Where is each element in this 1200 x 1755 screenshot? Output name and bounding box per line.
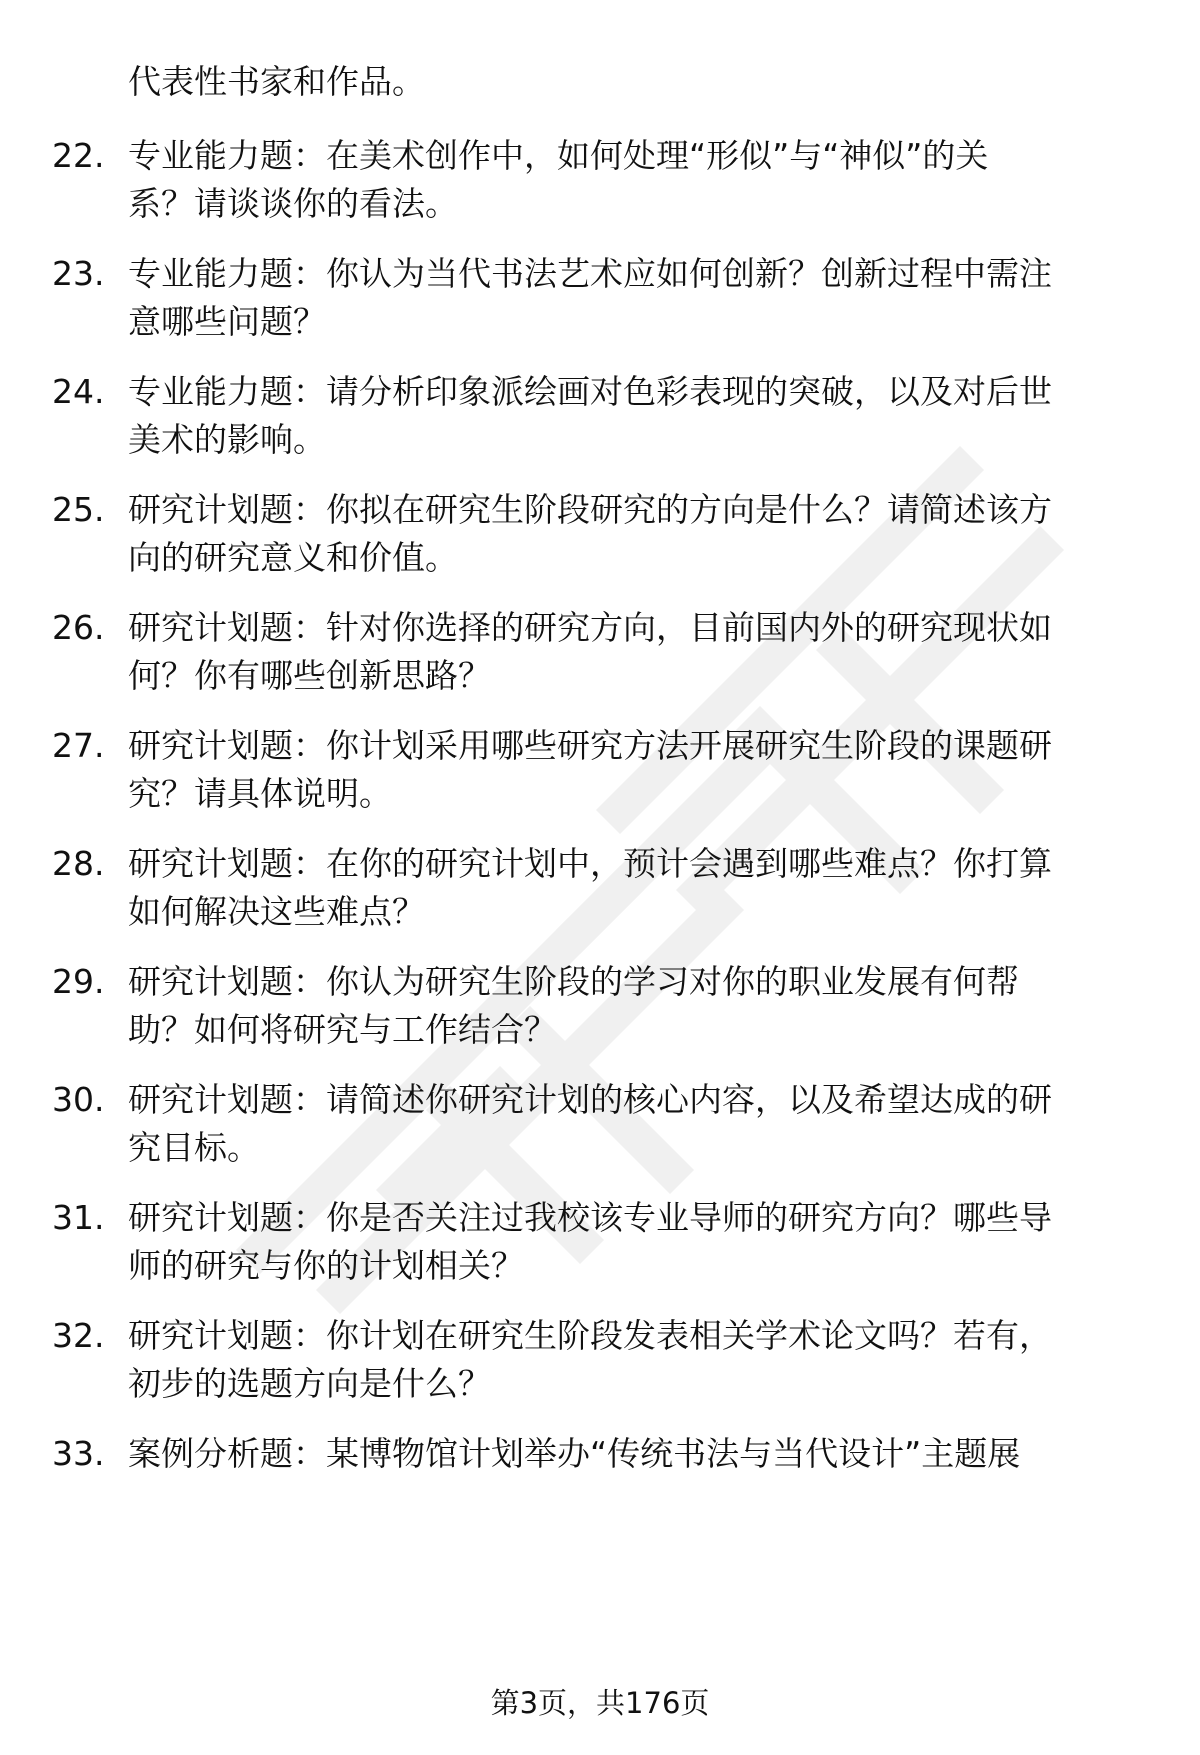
- item-number: 23.: [52, 254, 105, 293]
- item-line: 何？你有哪些创新思路？: [128, 656, 491, 695]
- item-text: [128, 604, 1138, 700]
- item-number: 29.: [52, 962, 105, 1001]
- item-line: 美术的影响。: [128, 420, 326, 459]
- item-number: 32.: [52, 1316, 105, 1355]
- item-number: 22.: [52, 136, 105, 175]
- item-text: [128, 722, 1138, 818]
- item-line: 案例分析题：某博物馆计划举办“传统书法与当代设计”主题展: [128, 1434, 1021, 1473]
- item-number: 30.: [52, 1080, 105, 1119]
- list-item: [0, 1194, 1200, 1304]
- list-item: [0, 368, 1200, 478]
- item-line: 究目标。: [128, 1128, 260, 1167]
- item-text: [128, 1076, 1138, 1172]
- item-number: 31.: [52, 1198, 105, 1237]
- item-text: [128, 840, 1138, 936]
- item-line: 专业能力题：在美术创作中，如何处理“形似”与“神似”的关: [128, 136, 989, 175]
- item-text: [128, 958, 1138, 1054]
- item-number: 25.: [52, 490, 105, 529]
- item-line: 研究计划题：请简述你研究计划的核心内容，以及希望达成的研: [128, 1080, 1052, 1119]
- item-line: 究？请具体说明。: [128, 774, 392, 813]
- list-item: [0, 840, 1200, 950]
- item-line: 初步的选题方向是什么？: [128, 1364, 491, 1403]
- list-item: [0, 1430, 1200, 1540]
- list-item: [0, 250, 1200, 360]
- list-item: [0, 958, 1200, 1068]
- list-item: [0, 132, 1200, 242]
- item-text: [128, 486, 1138, 582]
- item-text: [128, 1194, 1138, 1290]
- item-line: 如何解决这些难点？: [128, 892, 425, 931]
- item-line: 专业能力题：你认为当代书法艺术应如何创新？创新过程中需注: [128, 254, 1052, 293]
- item-number: 26.: [52, 608, 105, 647]
- list-item: [0, 722, 1200, 832]
- item-line: 研究计划题：你认为研究生阶段的学习对你的职业发展有何帮: [128, 962, 1019, 1001]
- item-text: [128, 1430, 1138, 1478]
- item-text: [128, 1312, 1138, 1408]
- item-number: 28.: [52, 844, 105, 883]
- continuation-line: 代表性书家和作品。: [128, 62, 425, 101]
- list-item: [0, 486, 1200, 596]
- item-line: 研究计划题：你是否关注过我校该专业导师的研究方向？哪些导: [128, 1198, 1052, 1237]
- item-line: 意哪些问题？: [128, 302, 326, 341]
- list-item: [0, 1076, 1200, 1186]
- item-line: 研究计划题：在你的研究计划中，预计会遇到哪些难点？你打算: [128, 844, 1052, 883]
- item-line: 研究计划题：你计划在研究生阶段发表相关学术论文吗？若有，: [128, 1316, 1052, 1355]
- item-text: [128, 250, 1138, 346]
- item-number: 24.: [52, 372, 105, 411]
- item-number: 27.: [52, 726, 105, 765]
- item-text: [128, 368, 1138, 464]
- item-text: [128, 132, 1138, 228]
- item-line: 师的研究与你的计划相关？: [128, 1246, 524, 1285]
- item-line: 研究计划题：针对你选择的研究方向，目前国内外的研究现状如: [128, 608, 1052, 647]
- item-number: 33.: [52, 1434, 105, 1473]
- list-item: [0, 1312, 1200, 1422]
- item-line: 助？如何将研究与工作结合？: [128, 1010, 557, 1049]
- item-line: 专业能力题：请分析印象派绘画对色彩表现的突破，以及对后世: [128, 372, 1052, 411]
- item-line: 研究计划题：你拟在研究生阶段研究的方向是什么？请简述该方: [128, 490, 1052, 529]
- item-line: 向的研究意义和价值。: [128, 538, 458, 577]
- item-line: 研究计划题：你计划采用哪些研究方法开展研究生阶段的课题研: [128, 726, 1052, 765]
- item-line: 系？请谈谈你的看法。: [128, 184, 458, 223]
- page-footer: 第3页，共176页: [490, 1686, 710, 1720]
- list-item: [0, 604, 1200, 714]
